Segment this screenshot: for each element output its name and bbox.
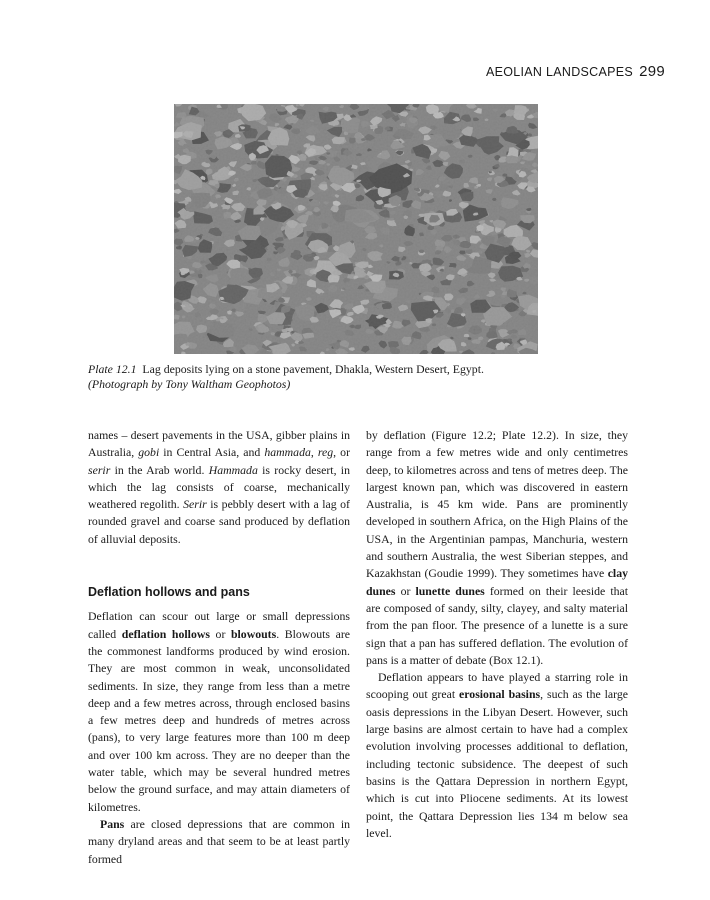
running-title: AEOLIAN LANDSCAPES: [485, 65, 634, 79]
text-run: , such as the large oasis depressions in the Libyan Desert. However, such large basins are almost certain to have had a complex evolution involving processes additional to deflation, including tectonic subsidence. The deepest of such basins is the Qattara Depression in northern Egypt, which is cut into Pliocene sediments. At its lowest point, the Qattara Depression lies 134 m below sea level.: [366, 687, 628, 840]
text-run: in Central Asia, and: [159, 445, 265, 460]
plate-caption-text: Lag deposits lying on a stone pavement, Dhakla, Western Desert, Egypt.: [142, 362, 484, 376]
paragraph-pans-continued: [366, 427, 628, 669]
section-heading: Deflation hollows and pans: [88, 585, 250, 600]
text-run: Deflation can scour out large or small depressions called: [88, 609, 350, 641]
page-number: 299: [639, 63, 665, 80]
text-run: are closed depressions that are common in many dryland areas and that seem to be at least partly formed: [88, 816, 350, 866]
italic-term: hammada: [264, 445, 311, 460]
text-run: , or: [333, 445, 350, 460]
right-column: [366, 427, 628, 842]
bold-term: blowouts: [230, 626, 277, 641]
text-run: . Blowouts are the commonest landforms produced by wind erosion. They are most common in weak, unconsolidated sediments. In size, they range from less than a metre deep and a few metres across, through enclosed basins a few metres deep and hundreds of metres across (pans), to very large features more than 100 m deep and over 100 km across. They are no deeper than the water table, which may be several hundred metres below the ground surface, and may attain diameters of kilometres.: [88, 626, 350, 814]
text-run: or: [209, 626, 231, 641]
plate-label: Plate 12.1: [88, 362, 137, 376]
bold-term: Pans: [100, 816, 125, 831]
text-run: in the Arab world.: [110, 462, 209, 477]
italic-term: reg: [317, 445, 334, 460]
paragraph-erosional-basins: [366, 669, 628, 842]
text-run: is rocky desert, in which the lag consists of coarse, mechanically weathered regolith.: [88, 462, 350, 512]
italic-term: Hammada: [208, 462, 258, 477]
text-run: formed on their leeside that are composed of sandy, silty, clayey, and salty material from the pan floor. The presence of a lunette is a sure sign that a pan has suffered deflation. The evolution of pans is a matter of debate (Box 12.1).: [366, 583, 629, 667]
plate-caption: [88, 362, 628, 392]
text-run: is pebbly desert with a lag of rounded gravel and coarse sand produced by deflation of alluvial deposits.: [88, 497, 350, 546]
bold-term: deflation hollows: [121, 626, 210, 641]
bold-term: erosional basins: [459, 687, 541, 702]
italic-term: Serir: [183, 497, 207, 512]
paragraph-deflation: [88, 608, 350, 816]
paragraph-pans: [88, 816, 350, 868]
text-run: Deflation appears to have played a starring role in scooping out great: [366, 670, 628, 702]
plate-photo: [174, 104, 538, 354]
running-head: [486, 63, 665, 81]
bold-term: lunette dunes: [415, 583, 485, 598]
text-run: names – desert pavements in the USA, gibber plains in Australia,: [88, 428, 350, 460]
plate-credit: (Photograph by Tony Waltham Geophotos): [88, 377, 291, 391]
left-column: [88, 427, 350, 868]
text-run: or: [395, 583, 416, 598]
paragraph-desert-names: [88, 427, 350, 548]
italic-term: gobi: [138, 445, 160, 460]
bold-term: clay dunes: [366, 566, 628, 598]
text-run: by deflation (Figure 12.2; Plate 12.2). In size, they range from a few metres wide and only centimetres deep, to kilometres across and tens of metres deep. The largest known pan, which was discovered in eastern Australia, is 45 km wide. Pans are prominently developed in southern Africa, on the High Plains of the USA, in the Argentinian pampas, Manchuria, western and southern Australia, the west Siberian steppes, and Kazakhstan (Goudie 1999). They sometimes have: [366, 428, 628, 581]
italic-term: serir: [88, 462, 111, 477]
text-run: ,: [310, 445, 318, 460]
